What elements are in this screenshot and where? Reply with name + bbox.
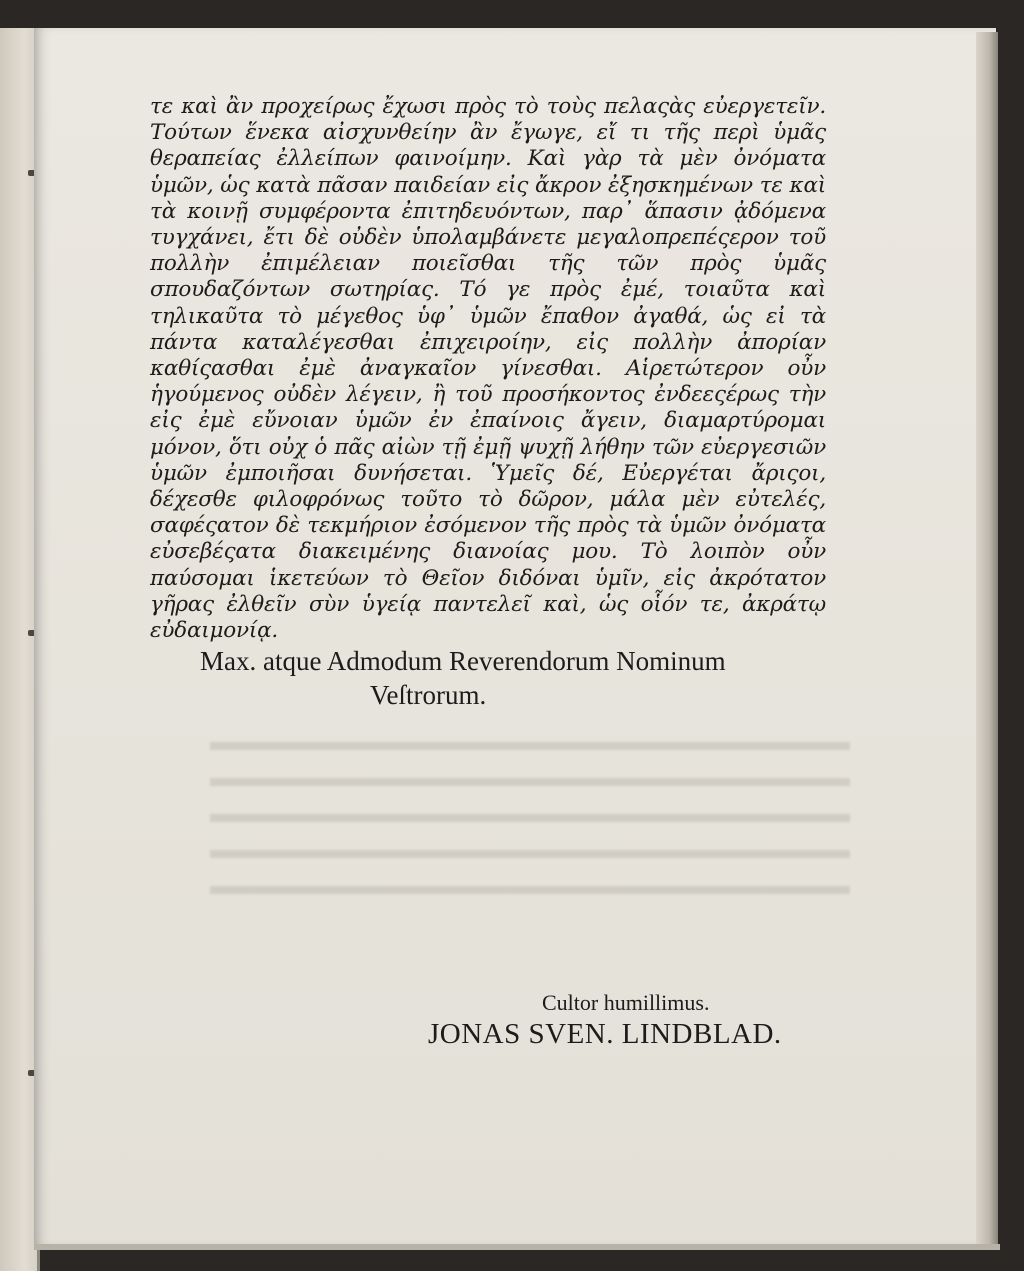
page-bottom-edge (34, 1244, 1000, 1250)
signature-role: Cultor humillimus. (542, 990, 710, 1015)
show-through-text (210, 728, 850, 898)
page-stack-edge (976, 32, 998, 1246)
closing-line-2: Veſtrorum. (370, 680, 487, 710)
signature-name: JONAS SVEN. LINDBLAD. (428, 1018, 782, 1050)
closing-salutation (150, 644, 826, 712)
closing-line-1: Max. atque Admodum Reverendorum Nominum (200, 646, 726, 676)
greek-dedication-text: τε καὶ ἂν προχείρως ἔχωσι πρὸς τὸ τοὺς πελαςὰς εὐεργετεῖν. Τούτων ἕνεκα αἰσχυνθείην ἂν ἔγωγε, εἴ τι τῆς περὶ ὑμᾶς θεραπείας ἐλλείπων φαινοίμην. Καὶ γὰρ τὰ μὲν ὀνόματα ὑμῶν, ὡς κατὰ πᾶσαν παιδείαν εἰς ἄκρον ἐξησκημένων τε καὶ τὰ κοινῇ συμφέροντα ἐπιτηδευόντων, παρ᾽ ἅπασιν ᾀδόμενα τυγχάνει, ἔτι δὲ οὐδὲν ὑπολαμβάνετε μεγαλοπρεπέςερον τοῦ πολλὴν ἐπιμέλειαν ποιεῖσθαι τῆς τῶν πρὸς ὑμᾶς σπουδαζόντων σωτηρίας. Τό γε πρὸς ἐμέ, τοιαῦτα καὶ τηλικαῦτα τὸ μέγεθος ὑφ᾽ ὑμῶν ἔπαθον ἀγαθά, ὡς εἰ τὰ πάντα καταλέγεσθαι ἐπιχειροίην, εἰς πολλὴν ἀπορίαν καθίςασθαι ἐμὲ ἀναγκαῖον γίνεσθαι. Αἱρετώτερον οὖν ἡγούμενος οὐδὲν λέγειν, ἢ τοῦ προσήκοντος ἐνδεεςέρως τὴν εἰς ἐμὲ εὔνοιαν ὑμῶν ἐν ἐπαίνοις ἄγειν, διαμαρτύρομαι μόνον, ὅτι οὐχ ὁ πᾶς αἰὼν τῇ ἐμῇ ψυχῇ λήθην τῶν εὐεργεσιῶν ὑμῶν ἐμποιῆσαι δυνήσεται. Ὑμεῖς δέ, Εὐεργέται ἄριςοι, δέχεσθε φιλοφρόνως τοῦτο τὸ δῶρον, μάλα μὲν εὐτελές, σαφέςατον δὲ τεκμήριον ἐσόμενον τῆς πρὸς τὰ ὑμῶν ὀνόματα εὐσεβέςατα διακειμένης διανοίας μου. Τὸ λοιπὸν οὖν παύσομαι ἱκετεύων τὸ Θεῖον διδόναι ὑμῖν, εἰς ἀκρότατον γῆρας ἐλθεῖν σὺν ὑγείᾳ παντελεῖ καὶ, ὡς οἷόν τε, ἀκράτῳ εὐδαιμονίᾳ. (150, 94, 826, 644)
